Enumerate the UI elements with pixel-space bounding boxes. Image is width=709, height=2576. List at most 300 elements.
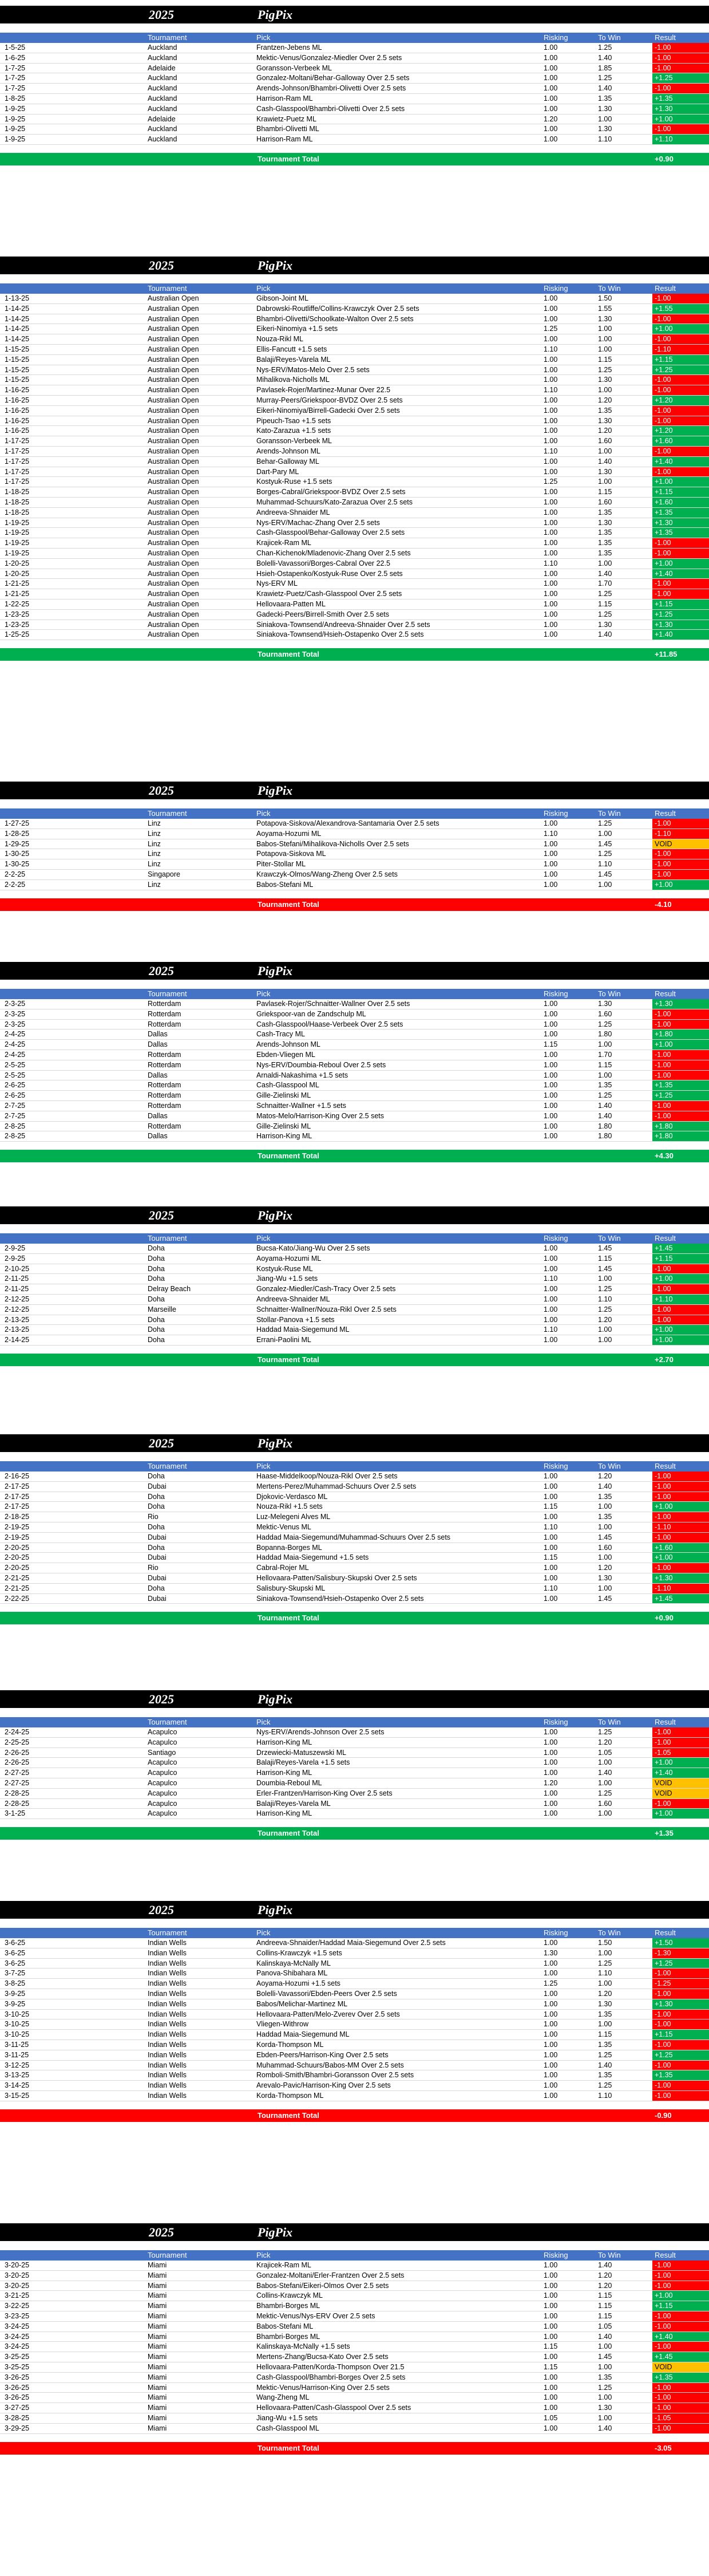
row-to-win: 1.85 bbox=[598, 64, 612, 72]
row-to-win: 1.20 bbox=[598, 1472, 612, 1480]
row-risking: 1.00 bbox=[544, 1132, 558, 1141]
row-pick: Ebden-Peers/Harrison-King Over 2.5 sets bbox=[256, 2050, 389, 2059]
table-row bbox=[0, 579, 709, 589]
row-tournament: Acapulco bbox=[148, 1769, 177, 1777]
row-risking: 1.05 bbox=[544, 2414, 558, 2422]
row-tournament: Australian Open bbox=[148, 304, 199, 313]
row-tournament: Doha bbox=[148, 1326, 165, 1334]
table-row bbox=[0, 518, 709, 528]
row-pick: Vliegen-Withrow bbox=[256, 2020, 309, 2029]
row-date: 1-14-25 bbox=[5, 335, 30, 344]
table-row bbox=[0, 1999, 709, 2010]
table-row bbox=[0, 2311, 709, 2322]
row-risking: 1.00 bbox=[544, 528, 558, 537]
row-result: +1.15 bbox=[652, 1254, 709, 1264]
table-row bbox=[0, 2281, 709, 2291]
row-pick: Wang-Zheng ML bbox=[256, 2393, 310, 2402]
row-tournament: Dubai bbox=[148, 1574, 167, 1582]
row-to-win: 1.20 bbox=[598, 1315, 612, 1324]
row-risking: 1.00 bbox=[544, 1728, 558, 1736]
table-row bbox=[0, 64, 709, 74]
row-to-win: 1.00 bbox=[598, 1779, 612, 1787]
table-row bbox=[0, 1029, 709, 1040]
table-row bbox=[0, 416, 709, 427]
row-tournament: Australian Open bbox=[148, 569, 199, 578]
row-pick: Mertens-Perez/Muhammad-Schuurs Over 2.5 sets bbox=[256, 1482, 417, 1490]
table-row bbox=[0, 1584, 709, 1594]
tournament-total-label: Tournament Total bbox=[258, 1355, 319, 1364]
row-date: 1-17-25 bbox=[5, 478, 30, 486]
header-result: Result bbox=[655, 284, 676, 293]
row-pick: Nys-ERV/Arends-Johnson Over 2.5 sets bbox=[256, 1728, 385, 1736]
row-result: +1.60 bbox=[652, 1543, 709, 1553]
tournament-total-value: +4.30 bbox=[655, 1151, 674, 1161]
row-result: -1.10 bbox=[652, 1522, 709, 1532]
row-tournament: Rotterdam bbox=[148, 1009, 181, 1018]
header-result: Result bbox=[655, 1718, 676, 1726]
row-to-win: 1.15 bbox=[598, 2030, 612, 2039]
table-row bbox=[0, 1573, 709, 1584]
row-result: +1.00 bbox=[652, 1325, 709, 1335]
row-tournament: Australian Open bbox=[148, 457, 199, 466]
table-row bbox=[0, 396, 709, 406]
row-pick: Gibson-Joint ML bbox=[256, 294, 309, 302]
table-row bbox=[0, 1009, 709, 1020]
table-row bbox=[0, 2061, 709, 2071]
row-to-win: 1.15 bbox=[598, 600, 612, 608]
row-to-win: 1.20 bbox=[598, 1990, 612, 1998]
row-risking: 1.00 bbox=[544, 620, 558, 629]
row-risking: 1.00 bbox=[544, 355, 558, 364]
row-result: +1.10 bbox=[652, 135, 709, 144]
row-risking: 1.10 bbox=[544, 1523, 558, 1531]
row-to-win: 1.15 bbox=[598, 2291, 612, 2300]
row-date: 2-12-25 bbox=[5, 1305, 30, 1313]
row-pick: Nys-ERV ML bbox=[256, 579, 298, 588]
row-tournament: Rotterdam bbox=[148, 1000, 181, 1008]
row-risking: 1.00 bbox=[544, 2424, 558, 2432]
column-header-row bbox=[0, 808, 709, 819]
row-date: 1-16-25 bbox=[5, 396, 30, 404]
row-tournament: Doha bbox=[148, 1472, 165, 1480]
row-pick: Balaji/Reyes-Varela ML bbox=[256, 355, 331, 364]
table-row bbox=[0, 334, 709, 345]
row-to-win: 1.20 bbox=[598, 427, 612, 435]
tournament-total-label: Tournament Total bbox=[258, 650, 319, 659]
row-tournament: Auckland bbox=[148, 74, 177, 82]
row-tournament: Australian Open bbox=[148, 325, 199, 333]
header-risking: Risking bbox=[544, 989, 568, 998]
row-result: +1.80 bbox=[652, 1131, 709, 1141]
row-tournament: Indian Wells bbox=[148, 2030, 187, 2039]
table-row bbox=[0, 2342, 709, 2352]
row-result: +1.25 bbox=[652, 610, 709, 620]
row-date: 2-14-25 bbox=[5, 1336, 30, 1344]
row-to-win: 1.00 bbox=[598, 1326, 612, 1334]
header-risking: Risking bbox=[544, 284, 568, 293]
row-pick: Gonzalez-Miedler/Cash-Tracy Over 2.5 sets bbox=[256, 1285, 396, 1293]
row-result: -1.00 bbox=[652, 447, 709, 456]
tournament-total-row bbox=[0, 1150, 709, 1162]
row-pick: Krawietz-Puetz ML bbox=[256, 115, 316, 123]
row-pick: Matos-Melo/Harrison-King Over 2.5 sets bbox=[256, 1111, 384, 1120]
row-result: +1.35 bbox=[652, 528, 709, 538]
row-date: 2-21-25 bbox=[5, 1584, 30, 1592]
row-result: VOID bbox=[652, 2362, 709, 2372]
row-to-win: 1.60 bbox=[598, 1799, 612, 1808]
tournament-total-row bbox=[0, 648, 709, 661]
row-to-win: 1.30 bbox=[598, 1574, 612, 1582]
row-risking: 1.00 bbox=[544, 579, 558, 588]
row-date: 2-18-25 bbox=[5, 1513, 30, 1521]
section-title-bar bbox=[0, 1434, 709, 1452]
table-row bbox=[0, 1071, 709, 1081]
row-tournament: Acapulco bbox=[148, 1809, 177, 1818]
row-to-win: 1.25 bbox=[598, 819, 612, 827]
column-header-row bbox=[0, 1233, 709, 1244]
row-risking: 1.00 bbox=[544, 819, 558, 827]
row-result: +1.00 bbox=[652, 1040, 709, 1050]
row-date: 1-9-25 bbox=[5, 115, 26, 123]
row-tournament: Miami bbox=[148, 2261, 167, 2269]
row-to-win: 1.35 bbox=[598, 2010, 612, 2018]
table-row bbox=[0, 406, 709, 416]
row-to-win: 1.00 bbox=[598, 1948, 612, 1957]
row-result: -1.00 bbox=[652, 1738, 709, 1747]
row-date: 1-17-25 bbox=[5, 457, 30, 466]
row-result: -1.25 bbox=[652, 1979, 709, 1989]
row-pick: Babos-Stefani/Mihalikova-Nicholls Over 2.5 sets bbox=[256, 839, 409, 848]
row-risking: 1.00 bbox=[544, 2322, 558, 2330]
row-result: -1.05 bbox=[652, 2413, 709, 2423]
row-to-win: 1.40 bbox=[598, 1769, 612, 1777]
row-pick: Andreeva-Shnaider ML bbox=[256, 508, 330, 516]
row-result: +1.30 bbox=[652, 620, 709, 630]
row-date: 1-16-25 bbox=[5, 416, 30, 425]
row-pick: Haase-Middelkoop/Nouza-Rikl Over 2.5 sets bbox=[256, 1472, 398, 1480]
table-row bbox=[0, 1959, 709, 1969]
row-pick: Pavlasek-Rojer/Martinez-Munar Over 22.5 bbox=[256, 386, 391, 395]
row-result: +1.20 bbox=[652, 396, 709, 405]
row-to-win: 1.30 bbox=[598, 620, 612, 629]
row-pick: Ebden-Vliegen ML bbox=[256, 1051, 315, 1059]
table-row bbox=[0, 1748, 709, 1758]
row-risking: 1.00 bbox=[544, 1009, 558, 1018]
row-date: 2-11-25 bbox=[5, 1275, 29, 1283]
row-result: +1.00 bbox=[652, 1335, 709, 1345]
row-date: 3-1-25 bbox=[5, 1809, 26, 1818]
row-risking: 1.00 bbox=[544, 467, 558, 476]
row-pick: Bopanna-Borges ML bbox=[256, 1543, 322, 1552]
row-tournament: Rotterdam bbox=[148, 1102, 181, 1110]
row-risking: 1.15 bbox=[544, 1040, 558, 1049]
row-tournament: Australian Open bbox=[148, 528, 199, 537]
row-result: +1.20 bbox=[652, 426, 709, 436]
table-row bbox=[0, 1512, 709, 1522]
row-tournament: Australian Open bbox=[148, 630, 199, 639]
row-to-win: 1.35 bbox=[598, 406, 612, 415]
tournament-total-row bbox=[0, 1612, 709, 1624]
row-pick: Drzewiecki-Matuszewski ML bbox=[256, 1748, 346, 1757]
row-risking: 1.00 bbox=[544, 335, 558, 344]
row-result: -1.00 bbox=[652, 2322, 709, 2332]
row-pick: Cash-Tracy ML bbox=[256, 1030, 305, 1039]
row-result: +1.10 bbox=[652, 1295, 709, 1304]
row-tournament: Australian Open bbox=[148, 478, 199, 486]
row-date: 1-7-25 bbox=[5, 84, 26, 93]
row-pick: Hellovaara-Patten ML bbox=[256, 600, 326, 608]
row-date: 3-24-25 bbox=[5, 2332, 30, 2341]
row-result: +1.00 bbox=[652, 559, 709, 569]
row-result: +1.00 bbox=[652, 1809, 709, 1818]
table-row bbox=[0, 2070, 709, 2081]
row-pick: Borges-Cabral/Griekspoor-BVDZ Over 2.5 sets bbox=[256, 488, 406, 496]
table-row bbox=[0, 2050, 709, 2061]
row-tournament: Miami bbox=[148, 2271, 167, 2279]
row-risking: 1.00 bbox=[544, 1000, 558, 1008]
row-pick: Collins-Krawczyk ML bbox=[256, 2291, 323, 2300]
row-result: -1.00 bbox=[652, 2403, 709, 2413]
table-row bbox=[0, 375, 709, 385]
row-pick: Korda-Thompson ML bbox=[256, 2092, 324, 2100]
row-to-win: 1.25 bbox=[598, 1789, 612, 1797]
table-row bbox=[0, 1335, 709, 1346]
table-row bbox=[0, 467, 709, 478]
row-pick: Hellovaara-Patten/Melo-Zverev Over 2.5 sets bbox=[256, 2010, 400, 2018]
row-to-win: 1.60 bbox=[598, 1543, 612, 1552]
row-tournament: Dallas bbox=[148, 1040, 168, 1049]
row-risking: 1.00 bbox=[544, 2071, 558, 2080]
row-tournament: Miami bbox=[148, 2312, 167, 2320]
table-row bbox=[0, 630, 709, 640]
row-risking: 1.15 bbox=[544, 1553, 558, 1562]
row-date: 2-10-25 bbox=[5, 1264, 30, 1273]
row-result: -1.00 bbox=[652, 53, 709, 63]
row-pick: Luz-Melegeni Alves ML bbox=[256, 1513, 331, 1521]
row-result: -1.00 bbox=[652, 1315, 709, 1325]
table-row bbox=[0, 870, 709, 880]
table-row bbox=[0, 1325, 709, 1335]
row-risking: 1.00 bbox=[544, 2261, 558, 2269]
table-row bbox=[0, 1315, 709, 1326]
row-date: 2-13-25 bbox=[5, 1326, 30, 1334]
table-row bbox=[0, 1553, 709, 1563]
table-row bbox=[0, 94, 709, 104]
brand-label: PigPix bbox=[258, 2225, 293, 2239]
row-date: 2-28-25 bbox=[5, 1789, 30, 1797]
brand-label: PigPix bbox=[258, 1436, 293, 1450]
row-risking: 1.00 bbox=[544, 437, 558, 445]
row-date: 2-13-25 bbox=[5, 1315, 30, 1324]
row-tournament: Australian Open bbox=[148, 549, 199, 557]
row-result: +1.45 bbox=[652, 1244, 709, 1253]
table-row bbox=[0, 1979, 709, 1989]
table-row bbox=[0, 1264, 709, 1275]
table-row bbox=[0, 2291, 709, 2301]
row-pick: Bucsa-Kato/Jiang-Wu Over 2.5 sets bbox=[256, 1244, 370, 1252]
row-result: -1.00 bbox=[652, 314, 709, 324]
row-pick: Ellis-Fancutt +1.5 sets bbox=[256, 345, 327, 353]
row-date: 3-22-25 bbox=[5, 2302, 30, 2310]
row-tournament: Australian Open bbox=[148, 620, 199, 629]
row-date: 2-4-25 bbox=[5, 1040, 26, 1049]
row-pick: Jiang-Wu +1.5 sets bbox=[256, 2414, 318, 2422]
row-risking: 1.00 bbox=[544, 508, 558, 516]
row-tournament: Rotterdam bbox=[148, 1020, 181, 1028]
row-to-win: 1.00 bbox=[598, 1071, 612, 1079]
table-row bbox=[0, 2019, 709, 2030]
row-date: 2-8-25 bbox=[5, 1132, 26, 1141]
row-tournament: Linz bbox=[148, 850, 161, 858]
table-row bbox=[0, 880, 709, 890]
row-tournament: Indian Wells bbox=[148, 1939, 187, 1947]
row-to-win: 1.00 bbox=[598, 2363, 612, 2371]
table-row bbox=[0, 1789, 709, 1799]
table-row bbox=[0, 84, 709, 94]
row-risking: 1.15 bbox=[544, 1502, 558, 1511]
row-risking: 1.00 bbox=[544, 1738, 558, 1746]
row-pick: Bhambri-Borges ML bbox=[256, 2302, 320, 2310]
row-result: +1.40 bbox=[652, 2332, 709, 2342]
table-row bbox=[0, 1295, 709, 1305]
row-tournament: Doha bbox=[148, 1584, 165, 1592]
row-result: -1.00 bbox=[652, 2424, 709, 2433]
row-tournament: Miami bbox=[148, 2332, 167, 2341]
row-result: -1.00 bbox=[652, 467, 709, 477]
row-pick: Mektic-Venus/Gonzalez-Miedler Over 2.5 sets bbox=[256, 53, 402, 62]
row-result: -1.00 bbox=[652, 334, 709, 344]
header-to-win: To Win bbox=[598, 33, 621, 42]
header-pick: Pick bbox=[256, 2251, 271, 2259]
row-result: -1.00 bbox=[652, 2342, 709, 2352]
row-risking: 1.00 bbox=[544, 104, 558, 113]
row-pick: Aoyama-Hozumi +1.5 sets bbox=[256, 1979, 340, 1988]
header-result: Result bbox=[655, 2251, 676, 2259]
table-row bbox=[0, 487, 709, 498]
row-risking: 1.00 bbox=[544, 1990, 558, 1998]
row-to-win: 1.45 bbox=[598, 2353, 612, 2361]
row-date: 2-27-25 bbox=[5, 1769, 30, 1777]
row-date: 1-18-25 bbox=[5, 498, 30, 506]
table-row bbox=[0, 1101, 709, 1111]
row-date: 3-26-25 bbox=[5, 2383, 30, 2392]
row-risking: 1.00 bbox=[544, 1081, 558, 1090]
row-to-win: 1.40 bbox=[598, 53, 612, 62]
row-date: 2-4-25 bbox=[5, 1030, 26, 1039]
row-pick: Potapova-Siskova ML bbox=[256, 850, 326, 858]
row-to-win: 1.35 bbox=[598, 539, 612, 547]
row-risking: 1.10 bbox=[544, 559, 558, 567]
row-date: 2-6-25 bbox=[5, 1091, 26, 1100]
header-pick: Pick bbox=[256, 989, 271, 998]
year-label: 2025 bbox=[149, 1208, 174, 1222]
row-result: -1.00 bbox=[652, 2081, 709, 2090]
row-to-win: 1.70 bbox=[598, 579, 612, 588]
year-label: 2025 bbox=[149, 964, 174, 978]
row-pick: Cash-Glasspool ML bbox=[256, 1081, 319, 1090]
row-pick: Harrison-King ML bbox=[256, 1738, 312, 1746]
row-to-win: 1.40 bbox=[598, 569, 612, 578]
row-to-win: 1.40 bbox=[598, 2424, 612, 2432]
row-to-win: 1.00 bbox=[598, 386, 612, 395]
row-result: +1.30 bbox=[652, 1573, 709, 1583]
row-tournament: Rotterdam bbox=[148, 1060, 181, 1069]
row-risking: 1.00 bbox=[544, 1111, 558, 1120]
row-date: 1-27-25 bbox=[5, 819, 30, 827]
tournament-total-row bbox=[0, 1827, 709, 1840]
row-date: 1-9-25 bbox=[5, 135, 26, 144]
row-risking: 1.00 bbox=[544, 1513, 558, 1521]
row-to-win: 1.35 bbox=[598, 1492, 612, 1501]
brand-label: PigPix bbox=[258, 1903, 293, 1917]
row-pick: Schnaitter-Wallner +1.5 sets bbox=[256, 1102, 346, 1110]
row-pick: Siniakova-Townsend/Andreeva-Shnaider Over 2.5 sets bbox=[256, 620, 430, 629]
row-result: +1.15 bbox=[652, 487, 709, 497]
row-risking: 1.00 bbox=[544, 2281, 558, 2290]
table-row bbox=[0, 2403, 709, 2413]
row-result: +1.00 bbox=[652, 1758, 709, 1768]
row-to-win: 1.00 bbox=[598, 345, 612, 353]
table-row bbox=[0, 1492, 709, 1502]
row-result: +1.45 bbox=[652, 1594, 709, 1604]
row-date: 3-15-25 bbox=[5, 2092, 30, 2100]
row-tournament: Auckland bbox=[148, 125, 177, 133]
row-date: 3-29-25 bbox=[5, 2424, 30, 2432]
row-pick: Mertens-Zhang/Bucsa-Kato Over 2.5 sets bbox=[256, 2353, 389, 2361]
table-row bbox=[0, 324, 709, 334]
table-row bbox=[0, 2352, 709, 2362]
row-pick: Kostyuk-Ruse ML bbox=[256, 1264, 313, 1273]
row-result: +1.80 bbox=[652, 1029, 709, 1039]
row-tournament: Indian Wells bbox=[148, 1979, 187, 1988]
row-pick: Panova-Shibahara ML bbox=[256, 1969, 328, 1978]
row-to-win: 1.20 bbox=[598, 1738, 612, 1746]
column-header-row bbox=[0, 1928, 709, 1938]
row-date: 2-20-25 bbox=[5, 1543, 30, 1552]
table-row bbox=[0, 457, 709, 467]
row-to-win: 1.35 bbox=[598, 1513, 612, 1521]
row-tournament: Rio bbox=[148, 1564, 159, 1572]
row-tournament: Doha bbox=[148, 1254, 165, 1263]
row-date: 1-6-25 bbox=[5, 53, 26, 62]
row-risking: 1.00 bbox=[544, 135, 558, 144]
row-tournament: Doha bbox=[148, 1264, 165, 1273]
row-tournament: Australian Open bbox=[148, 610, 199, 618]
row-tournament: Australian Open bbox=[148, 488, 199, 496]
row-date: 2-3-25 bbox=[5, 1009, 26, 1018]
row-date: 1-15-25 bbox=[5, 345, 30, 353]
header-tournament: Tournament bbox=[148, 809, 187, 818]
row-risking: 1.00 bbox=[544, 1264, 558, 1273]
row-result: -1.00 bbox=[652, 2091, 709, 2101]
row-risking: 1.00 bbox=[544, 600, 558, 608]
tournament-total-value: +0.90 bbox=[655, 155, 674, 163]
row-date: 2-24-25 bbox=[5, 1728, 30, 1736]
row-pick: Krawietz-Puetz/Cash-Glasspool Over 2.5 sets bbox=[256, 590, 402, 598]
row-result: -1.00 bbox=[652, 124, 709, 134]
table-row bbox=[0, 1969, 709, 1979]
row-to-win: 1.00 bbox=[598, 1979, 612, 1988]
row-tournament: Rotterdam bbox=[148, 1091, 181, 1100]
table-row bbox=[0, 1938, 709, 1948]
table-row bbox=[0, 124, 709, 135]
row-to-win: 1.00 bbox=[598, 335, 612, 344]
row-tournament: Australian Open bbox=[148, 376, 199, 384]
tournament-total-row bbox=[0, 898, 709, 911]
row-to-win: 1.30 bbox=[598, 2404, 612, 2412]
row-tournament: Dubai bbox=[148, 1533, 167, 1541]
row-pick: Gonzalez-Moltani/Behar-Galloway Over 2.5 sets bbox=[256, 74, 410, 82]
